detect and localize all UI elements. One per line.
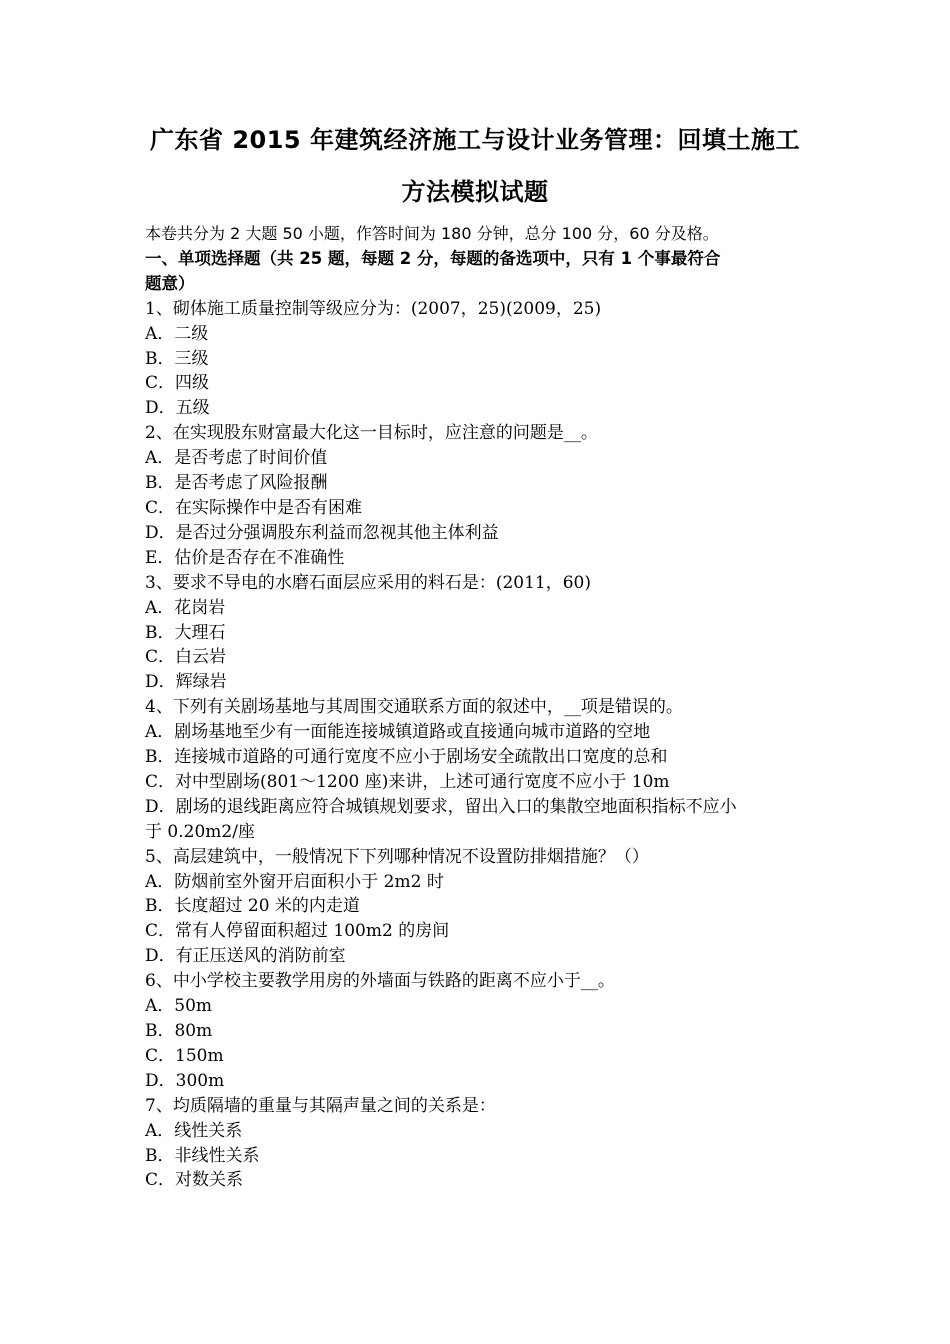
question-stem: 3、要求不导电的水磨石面层应采用的料石是：(2011，60) xyxy=(145,572,591,593)
question-stem: 5、高层建筑中，一般情况下下列哪种情况不设置防排烟措施？（） xyxy=(145,846,649,867)
question-stem: 2、在实现股东财富最大化这一目标时，应注意的问题是__。 xyxy=(145,423,598,444)
answer-option: D．是否过分强调股东利益而忽视其他主体利益 xyxy=(145,522,499,543)
answer-option: C．对数关系 xyxy=(145,1170,244,1191)
answer-option: B．是否考虑了风险报酬 xyxy=(145,473,328,494)
question-stem: 7、均质隔墙的重量与其隔声量之间的关系是： xyxy=(145,1095,496,1116)
answer-option: C．白云岩 xyxy=(145,647,227,668)
question-stem: 1、砌体施工质量控制等级应分为：(2007，25)(2009，25) xyxy=(145,298,602,319)
answer-option: E．估价是否存在不准确性 xyxy=(145,547,345,568)
answer-option: A．线性关系 xyxy=(145,1120,243,1141)
section-heading-line-2: 题意） xyxy=(145,273,195,293)
answer-option: B．连接城市道路的可通行宽度不应小于剧场安全疏散出口宽度的总和 xyxy=(145,747,668,768)
question-5 xyxy=(145,845,815,970)
question-stem: 4、下列有关剧场基地与其周围交通联系方面的叙述中，__项是错误的。 xyxy=(145,697,683,718)
answer-option: A．剧场基地至少有一面能连接城镇道路或直接通向城市道路的空地 xyxy=(145,722,651,743)
answer-option: C．在实际操作中是否有困难 xyxy=(145,497,363,518)
document-title-line-1: 广东省 2015 年建筑经济施工与设计业务管理：回填土施工 xyxy=(149,126,800,154)
answer-option: A．花岗岩 xyxy=(145,597,226,618)
answer-option: C．对中型剧场(801～1200 座)来讲，上述可通行宽度不应小于 10m xyxy=(145,771,670,792)
document-body xyxy=(145,222,815,1193)
answer-option: B．三级 xyxy=(145,348,209,369)
answer-option: C．常有人停留面积超过 100m2 的房间 xyxy=(145,921,450,942)
question-7 xyxy=(145,1094,815,1194)
answer-option: A．二级 xyxy=(145,323,209,344)
question-4 xyxy=(145,695,815,844)
question-1 xyxy=(145,297,815,422)
exam-intro: 本卷共分为 2 大题 50 小题，作答时间为 180 分钟，总分 100 分，60 分及格。 xyxy=(145,224,719,243)
document-title-line-2: 方法模拟试题 xyxy=(401,178,549,206)
answer-option: C．四级 xyxy=(145,373,210,394)
answer-option: C．150m xyxy=(145,1045,224,1066)
answer-option: D．五级 xyxy=(145,398,210,419)
answer-option: D．300m xyxy=(145,1070,225,1091)
answer-option: A．防烟前室外窗开启面积小于 2m2 时 xyxy=(145,871,444,892)
section-heading-line-1: 一、单项选择题（共 25 题，每题 2 分，每题的备选项中，只有 1 个事最符合 xyxy=(145,248,721,268)
answer-option-continuation: 于 0.20m2/座 xyxy=(145,821,255,842)
answer-option: B．80m xyxy=(145,1021,213,1041)
answer-option: D．辉绿岩 xyxy=(145,672,227,693)
question-stem: 6、中小学校主要教学用房的外墙面与铁路的距离不应小于__。 xyxy=(145,971,615,992)
question-6 xyxy=(145,969,815,1094)
answer-option: D．有正压送风的消防前室 xyxy=(145,946,346,967)
answer-option: B．长度超过 20 米的内走道 xyxy=(145,896,360,917)
answer-option: D．剧场的退线距离应符合城镇规划要求，留出入口的集散空地面积指标不应小 xyxy=(145,796,737,817)
answer-option: B．大理石 xyxy=(145,622,226,643)
question-2 xyxy=(145,421,815,570)
answer-option: A．是否考虑了时间价值 xyxy=(145,448,328,469)
question-3 xyxy=(145,571,815,696)
answer-option: B．非线性关系 xyxy=(145,1145,260,1166)
answer-option: A．50m xyxy=(145,996,213,1017)
